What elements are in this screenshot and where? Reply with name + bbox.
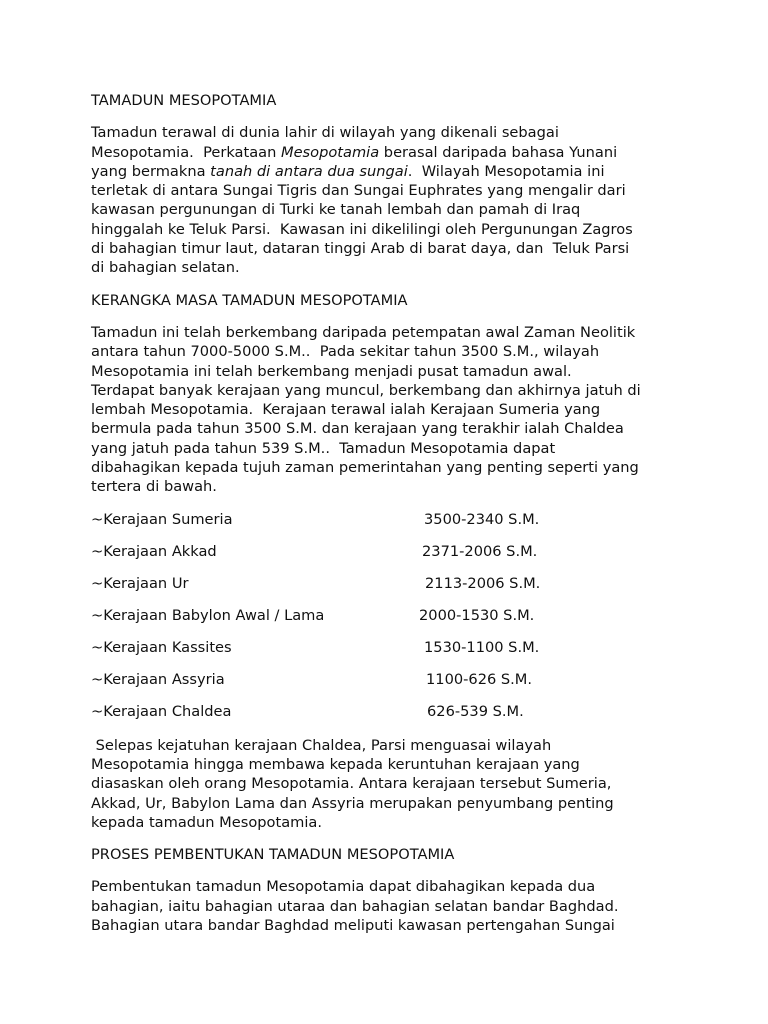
kingdom-name: ~Kerajaan Babylon Awal / Lama <box>91 606 325 624</box>
paragraph-line: Selepas kejatuhan kerajaan Chaldea, Parsi menguasai wilayah <box>91 736 552 754</box>
kingdom-name: ~Kerajaan Chaldea <box>91 702 232 720</box>
kingdom-period: 626-539 S.M. <box>427 702 524 720</box>
paragraph-line: dibahagikan kepada tujuh zaman pemerintahan yang penting seperti yang <box>91 459 639 477</box>
kingdom-row-chaldea <box>91 702 691 734</box>
paragraph-line: yang bermakna tanah di antara dua sungai. Wilayah Mesopotamia ini <box>91 162 605 180</box>
paragraph-line: Tamadun terawal di dunia lahir di wilayah yang dikenali sebagai <box>91 124 559 142</box>
paragraph-line: lembah Mesopotamia. Kerajaan terawal ialah Kerajaan Sumeria yang <box>91 401 601 419</box>
formation-paragraph <box>91 877 691 935</box>
paragraph-line: hinggalah ke Teluk Parsi. Kawasan ini dikelilingi oleh Pergunungan Zagros <box>91 220 633 238</box>
paragraph-line: di bahagian timur laut, dataran tinggi Arab di barat daya, dan Teluk Parsi <box>91 240 630 258</box>
closing-paragraph <box>91 736 691 832</box>
paragraph-line: bermula pada tahun 3500 S.M. dan kerajaan yang terakhir ialah Chaldea <box>91 420 624 438</box>
kingdom-row-akkad <box>91 542 691 574</box>
kingdom-period: 2371-2006 S.M. <box>422 542 538 560</box>
paragraph-line: Bahagian utara bandar Baghdad meliputi kawasan pertengahan Sungai <box>91 917 615 935</box>
paragraph-line: Terdapat banyak kerajaan yang muncul, berkembang dan akhirnya jatuh di <box>91 381 641 399</box>
paragraph-line: yang jatuh pada tahun 539 S.M.. Tamadun Mesopotamia dapat <box>91 439 556 457</box>
kingdom-name: ~Kerajaan Ur <box>91 574 189 592</box>
kingdom-name: ~Kerajaan Sumeria <box>91 510 233 528</box>
paragraph-line: Mesopotamia ini telah berkembang menjadi pusat tamadun awal. <box>91 362 572 380</box>
paragraph-line: Mesopotamia hingga membawa kepada keruntuhan kerajaan yang <box>91 755 580 773</box>
kingdom-row-ur <box>91 574 691 606</box>
paragraph-line: Akkad, Ur, Babylon Lama dan Assyria merupakan penyumbang penting <box>91 794 614 812</box>
paragraph-line: Mesopotamia. Perkataan Mesopotamia berasal daripada bahasa Yunani <box>91 143 618 161</box>
italic-phrase: tanah di antara dua sungai <box>210 162 408 180</box>
timeline-paragraph <box>91 323 691 497</box>
intro-paragraph <box>91 123 691 277</box>
kingdom-period: 1100-626 S.M. <box>426 670 533 688</box>
paragraph-line: kawasan pergunungan di Turki ke tanah lembah dan pamah di Iraq <box>91 201 581 219</box>
document-page <box>91 91 691 935</box>
paragraph-line: antara tahun 7000-5000 S.M.. Pada sekitar tahun 3500 S.M., wilayah <box>91 343 600 361</box>
section-heading-kerangka-masa: KERANGKA MASA TAMADUN MESOPOTAMIA <box>91 291 408 309</box>
section-heading-tamadun-mesopotamia: TAMADUN MESOPOTAMIA <box>91 92 277 109</box>
kingdom-period: 2113-2006 S.M. <box>425 574 541 592</box>
paragraph-line: kepada tamadun Mesopotamia. <box>91 813 322 831</box>
paragraph-line: Pembentukan tamadun Mesopotamia dapat dibahagikan kepada dua <box>91 878 596 896</box>
kingdom-period: 1530-1100 S.M. <box>424 638 540 656</box>
kingdom-period: 3500-2340 S.M. <box>424 510 540 528</box>
paragraph-line: terletak di antara Sungai Tigris dan Sungai Euphrates yang mengalir dari <box>91 182 626 200</box>
section-heading-proses-pembentukan: PROSES PEMBENTUKAN TAMADUN MESOPOTAMIA <box>91 846 455 864</box>
kingdom-name: ~Kerajaan Kassites <box>91 638 232 656</box>
italic-term: Mesopotamia <box>280 143 380 161</box>
kingdom-row-kassites <box>91 638 691 670</box>
paragraph-line: di bahagian selatan. <box>91 259 240 277</box>
kingdom-row-sumeria <box>91 510 691 542</box>
paragraph-line: Tamadun ini telah berkembang daripada petempatan awal Zaman Neolitik <box>91 323 636 341</box>
kingdom-row-babylon <box>91 606 691 638</box>
kingdom-name: ~Kerajaan Assyria <box>91 670 225 688</box>
kingdom-row-assyria <box>91 670 691 702</box>
paragraph-line: bahagian, iaitu bahagian utaraa dan bahagian selatan bandar Baghdad. <box>91 897 619 915</box>
kingdom-period: 2000-1530 S.M. <box>419 606 535 624</box>
kingdom-list <box>91 510 691 734</box>
kingdom-name: ~Kerajaan Akkad <box>91 542 217 560</box>
paragraph-line: tertera di bawah. <box>91 478 217 496</box>
paragraph-line: diasaskan oleh orang Mesopotamia. Antara kerajaan tersebut Sumeria, <box>91 775 612 793</box>
